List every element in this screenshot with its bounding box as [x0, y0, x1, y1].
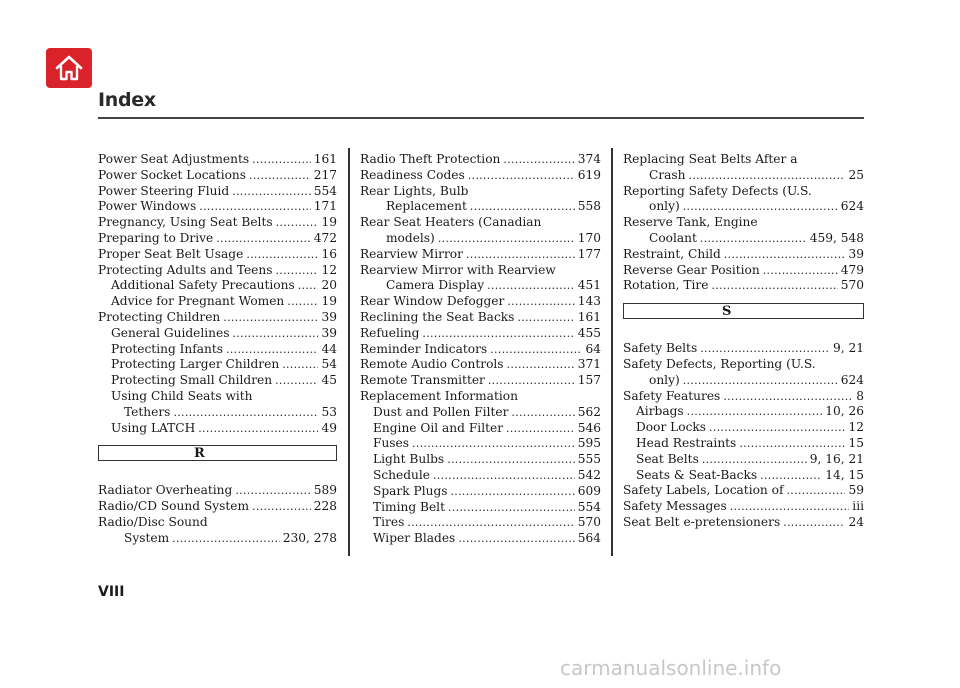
dot-leader	[739, 436, 845, 452]
dot-leader	[724, 247, 846, 263]
entry-page-ref[interactable]: 20	[321, 278, 337, 293]
entry-page-ref[interactable]: 44	[321, 341, 337, 356]
dot-leader	[173, 405, 318, 421]
entry-text: Timing Belt	[373, 499, 445, 514]
entry-page-ref[interactable]: 455	[577, 325, 601, 340]
index-entry[interactable]	[623, 452, 864, 468]
index-entry[interactable]	[98, 326, 337, 342]
dot-leader	[506, 421, 575, 437]
dot-leader	[451, 484, 575, 500]
dot-leader	[702, 452, 807, 468]
index-entry[interactable]	[623, 357, 864, 373]
entry-text: Refueling	[360, 325, 420, 340]
dot-leader	[216, 231, 310, 247]
dot-leader	[172, 531, 280, 547]
entry-text: Safety Messages	[623, 499, 727, 514]
index-entry[interactable]	[98, 184, 337, 200]
index-entry[interactable]	[623, 152, 864, 168]
dot-leader	[470, 199, 575, 215]
dot-leader	[226, 342, 318, 358]
entry-text: Safety Belts	[623, 341, 698, 356]
entry-text: Rear Seat Heaters (Canadian	[360, 215, 542, 230]
index-entry[interactable]	[98, 373, 337, 389]
dot-leader	[422, 326, 574, 342]
index-entry[interactable]	[98, 421, 337, 437]
entry-text: Pregnancy, Using Seat Belts	[98, 215, 273, 230]
entry-page-ref[interactable]: 39	[848, 246, 864, 261]
index-entry[interactable]	[360, 405, 601, 421]
entry-page-ref[interactable]: 161	[313, 152, 337, 166]
entry-text: Head Restraints	[636, 435, 737, 450]
entry-page-ref[interactable]: 542	[577, 467, 601, 482]
entry-page-ref[interactable]: 570	[577, 515, 601, 530]
entry-text: Crash	[649, 167, 686, 182]
index-entry[interactable]	[98, 263, 337, 279]
index-entry[interactable]	[360, 310, 601, 326]
entry-text: Radio Theft Protection	[360, 152, 501, 166]
entry-text: Safety Defects, Reporting (U.S.	[623, 356, 816, 371]
dot-leader	[223, 310, 318, 326]
section-letter-header: R	[98, 445, 337, 461]
dot-leader	[458, 531, 574, 547]
index-entry[interactable]	[360, 231, 601, 247]
dot-leader	[503, 152, 574, 168]
dot-leader	[468, 168, 575, 184]
entry-text: Preparing to Drive	[98, 230, 214, 245]
entry-page-ref[interactable]: 555	[577, 452, 601, 467]
section-letter-header: S	[623, 303, 864, 319]
index-entry[interactable]	[98, 278, 337, 294]
index-entry[interactable]	[360, 168, 601, 184]
title-divider	[98, 117, 864, 119]
index-entry[interactable]	[623, 199, 864, 215]
dot-leader	[412, 436, 575, 452]
entry-page-ref[interactable]: 39	[321, 309, 337, 324]
entry-page-ref[interactable]: 39	[321, 325, 337, 340]
entry-text: Tethers	[124, 404, 171, 419]
index-entry[interactable]	[360, 452, 601, 468]
entry-page-ref[interactable]: 371	[577, 357, 601, 372]
index-entry[interactable]	[360, 247, 601, 263]
entry-page-ref[interactable]: 171	[313, 199, 337, 214]
page-title: Index	[98, 89, 156, 111]
index-entry[interactable]	[360, 294, 601, 310]
index-entry[interactable]	[623, 373, 864, 389]
index-entry[interactable]	[98, 405, 337, 421]
entry-page-ref[interactable]: 161	[577, 309, 601, 324]
entry-text: Reverse Gear Position	[623, 262, 760, 277]
entry-text: Protecting Larger Children	[111, 357, 280, 372]
dot-leader	[198, 421, 318, 437]
entry-text: Rear Lights, Bulb	[360, 183, 469, 198]
index-entry[interactable]	[623, 278, 864, 294]
entry-text: Coolant	[649, 230, 697, 245]
entry-page-ref[interactable]: 570	[840, 278, 864, 293]
entry-page-ref[interactable]: 230, 278	[282, 530, 337, 545]
index-entry[interactable]	[360, 515, 601, 531]
dot-leader	[438, 231, 575, 247]
entry-text: Using LATCH	[111, 420, 196, 435]
entry-text: Reserve Tank, Engine	[623, 215, 758, 230]
entry-page-ref[interactable]: iii	[852, 499, 864, 514]
entry-text: Power Socket Locations	[98, 167, 247, 182]
entry-text: Door Locks	[636, 420, 707, 435]
entry-text: Seats & Seat-Backs	[636, 467, 758, 482]
entry-text: Proper Seat Belt Usage	[98, 246, 244, 261]
dot-leader	[517, 310, 574, 326]
index-entry[interactable]	[98, 152, 337, 168]
index-entry[interactable]	[360, 357, 601, 373]
index-entry[interactable]	[98, 310, 337, 326]
home-button[interactable]	[46, 48, 92, 88]
entry-text: Rear Window Defogger	[360, 294, 505, 309]
index-entry[interactable]	[623, 468, 864, 484]
entry-page-ref[interactable]: 14, 15	[825, 467, 864, 482]
entry-page-ref[interactable]: 609	[577, 483, 601, 498]
index-entry[interactable]	[98, 199, 337, 215]
entry-text: Tires	[373, 515, 405, 530]
entry-page-ref[interactable]: 554	[313, 183, 337, 198]
dot-leader	[507, 357, 575, 373]
entry-text: only)	[649, 199, 680, 214]
dot-leader	[232, 326, 318, 342]
entry-text: Remote Transmitter	[360, 373, 485, 388]
dot-leader	[246, 247, 318, 263]
column-divider	[611, 148, 613, 556]
index-entry[interactable]	[623, 231, 864, 247]
entry-text: Rearview Mirror with Rearview	[360, 262, 556, 277]
entry-text: Protecting Children	[98, 309, 221, 324]
index-entry[interactable]	[623, 247, 864, 263]
entry-page-ref[interactable]: 53	[321, 404, 337, 419]
index-entry[interactable]	[360, 500, 601, 516]
entry-page-ref[interactable]: 59	[848, 483, 864, 498]
index-entry[interactable]	[623, 420, 864, 436]
entry-text: Rotation, Tire	[623, 278, 709, 293]
dot-leader	[709, 420, 845, 436]
entry-page-ref[interactable]: 16	[321, 246, 337, 261]
entry-text: Radio/CD Sound System	[98, 499, 250, 514]
entry-text: Protecting Small Children	[111, 373, 273, 388]
index-column-1	[98, 152, 337, 547]
index-entry[interactable]	[623, 499, 864, 515]
entry-text: Replacing Seat Belts After a	[623, 152, 798, 166]
dot-leader	[683, 373, 838, 389]
entry-text: Power Steering Fluid	[98, 183, 230, 198]
entry-page-ref[interactable]: 479	[840, 262, 864, 277]
entry-page-ref[interactable]: 170	[577, 230, 601, 245]
index-entry[interactable]	[360, 484, 601, 500]
entry-text: Protecting Adults and Teens	[98, 262, 273, 277]
dot-leader	[511, 405, 574, 421]
entry-text: Airbags	[636, 404, 684, 419]
entry-page-ref[interactable]: 228	[313, 499, 337, 514]
entry-page-ref[interactable]: 45	[321, 373, 337, 388]
entry-text: Reminder Indicators	[360, 341, 488, 356]
index-entry[interactable]	[98, 294, 337, 310]
index-entry[interactable]	[98, 247, 337, 263]
index-entry[interactable]	[360, 468, 601, 484]
dot-leader	[687, 404, 823, 420]
entry-page-ref[interactable]: 9, 16, 21	[809, 451, 864, 466]
entry-text: Replacement Information	[360, 388, 518, 403]
entry-page-ref[interactable]: 64	[585, 341, 601, 356]
entry-page-ref[interactable]: 624	[840, 372, 864, 387]
entry-text: Restraint, Child	[623, 246, 721, 261]
index-entry[interactable]	[98, 389, 337, 405]
entry-page-ref[interactable]: 217	[313, 167, 337, 182]
index-entry[interactable]	[98, 168, 337, 184]
column-divider	[348, 148, 350, 556]
index-entry[interactable]	[360, 436, 601, 452]
entry-text: Engine Oil and Filter	[373, 420, 504, 435]
entry-text: Rearview Mirror	[360, 246, 463, 261]
entry-page-ref[interactable]: 624	[840, 199, 864, 214]
entry-text: Dust and Pollen Filter	[373, 404, 509, 419]
dot-leader	[232, 184, 311, 200]
entry-page-ref[interactable]: 562	[577, 404, 601, 419]
index-entry[interactable]	[623, 263, 864, 279]
index-entry[interactable]	[98, 215, 337, 231]
dot-leader	[407, 515, 574, 531]
entry-page-ref[interactable]: 589	[313, 483, 337, 498]
index-entry[interactable]	[360, 263, 601, 279]
dot-leader	[490, 342, 582, 358]
dot-leader	[448, 500, 575, 516]
entry-text: Power Windows	[98, 199, 197, 214]
entry-text: only)	[649, 372, 680, 387]
entry-page-ref[interactable]: 143	[577, 294, 601, 309]
dot-leader	[730, 499, 850, 515]
dot-leader	[723, 389, 853, 405]
dot-leader	[276, 263, 319, 279]
index-column-2	[360, 152, 601, 547]
entry-text: Advice for Pregnant Women	[111, 294, 285, 309]
entry-page-ref[interactable]: 472	[313, 230, 337, 245]
index-entry[interactable]	[360, 199, 601, 215]
entry-text: Remote Audio Controls	[360, 357, 504, 372]
entry-page-ref[interactable]: 177	[577, 246, 601, 261]
page-number: VIII	[98, 584, 125, 600]
dot-leader	[249, 168, 311, 184]
index-entry[interactable]	[623, 168, 864, 184]
entry-text: Seat Belts	[636, 451, 699, 466]
dot-leader	[787, 483, 846, 499]
entry-text: Schedule	[373, 467, 430, 482]
index-entry[interactable]	[98, 531, 337, 547]
entry-text: Wiper Blades	[373, 531, 456, 546]
index-entry[interactable]	[98, 515, 337, 531]
entry-page-ref[interactable]: 157	[577, 373, 601, 388]
dot-leader	[711, 278, 837, 294]
entry-text: System	[124, 530, 170, 545]
entry-page-ref[interactable]: 558	[577, 199, 601, 214]
home-icon	[54, 54, 84, 82]
entry-text: Readiness Codes	[360, 167, 465, 182]
entry-text: Radio/Disc Sound	[98, 514, 208, 529]
dot-leader	[252, 152, 311, 168]
entry-text: Spark Plugs	[373, 483, 448, 498]
entry-text: Using Child Seats with	[111, 388, 253, 403]
entry-text: Replacement	[386, 199, 467, 214]
entry-text: Light Bulbs	[373, 452, 445, 467]
entry-text: Seat Belt e-pretensioners	[623, 514, 781, 529]
entry-text: Reclining the Seat Backs	[360, 309, 515, 324]
entry-page-ref[interactable]: 546	[577, 420, 601, 435]
dot-leader	[760, 468, 822, 484]
dot-leader	[433, 468, 575, 484]
index-column-3	[623, 152, 864, 531]
entry-page-ref[interactable]: 10, 26	[825, 404, 864, 419]
dot-leader	[487, 278, 575, 294]
dot-leader	[447, 452, 575, 468]
dot-leader	[689, 168, 846, 184]
entry-text: models)	[386, 230, 435, 245]
dot-leader	[252, 499, 311, 515]
dot-leader	[282, 357, 318, 373]
entry-page-ref[interactable]: 19	[321, 294, 337, 309]
index-entry[interactable]	[98, 483, 337, 499]
index-entry[interactable]	[360, 421, 601, 437]
dot-leader	[507, 294, 574, 310]
dot-leader	[700, 231, 807, 247]
watermark: carmanualsonline.info	[560, 656, 782, 680]
dot-leader	[287, 294, 318, 310]
entry-page-ref[interactable]: 24	[848, 514, 864, 529]
entry-page-ref[interactable]: 9, 21	[832, 341, 864, 356]
entry-text: Fuses	[373, 436, 410, 451]
index-entry[interactable]	[623, 184, 864, 200]
dot-leader	[235, 483, 310, 499]
index-entry[interactable]	[360, 342, 601, 358]
index-entry[interactable]	[360, 152, 601, 168]
dot-leader	[700, 341, 830, 357]
dot-leader	[275, 373, 318, 389]
index-entry[interactable]	[360, 326, 601, 342]
dot-leader	[763, 263, 838, 279]
index-entry[interactable]	[98, 499, 337, 515]
entry-page-ref[interactable]: 25	[848, 167, 864, 182]
index-entry[interactable]	[623, 389, 864, 405]
entry-text: Power Seat Adjustments	[98, 152, 250, 166]
entry-page-ref[interactable]: 595	[577, 436, 601, 451]
entry-page-ref[interactable]: 12	[848, 420, 864, 435]
entry-page-ref[interactable]: 459, 548	[809, 230, 864, 245]
dot-leader	[276, 215, 319, 231]
entry-text: General Guidelines	[111, 325, 230, 340]
dot-leader	[298, 278, 319, 294]
entry-page-ref[interactable]: 619	[577, 167, 601, 182]
entry-text: Reporting Safety Defects (U.S.	[623, 183, 812, 198]
entry-page-ref[interactable]: 54	[321, 357, 337, 372]
entry-page-ref[interactable]: 451	[577, 278, 601, 293]
dot-leader	[488, 373, 575, 389]
entry-text: Safety Features	[623, 388, 721, 403]
entry-page-ref[interactable]: 564	[577, 531, 601, 546]
entry-page-ref[interactable]: 374	[577, 152, 601, 166]
index-entry[interactable]	[623, 436, 864, 452]
index-entry[interactable]	[360, 389, 601, 405]
index-entry[interactable]	[360, 184, 601, 200]
index-entry[interactable]	[360, 531, 601, 547]
index-entry[interactable]	[98, 357, 337, 373]
index-entry[interactable]	[98, 342, 337, 358]
index-entry[interactable]	[623, 515, 864, 531]
dot-leader	[683, 199, 838, 215]
entry-page-ref[interactable]: 15	[848, 435, 864, 450]
index-entry[interactable]	[360, 215, 601, 231]
index-entry[interactable]	[360, 373, 601, 389]
index-entry[interactable]	[360, 278, 601, 294]
dot-leader	[199, 199, 310, 215]
entry-text: Radiator Overheating	[98, 483, 233, 498]
index-entry[interactable]	[623, 404, 864, 420]
entry-text: Additional Safety Precautions	[111, 278, 295, 293]
index-entry[interactable]	[623, 483, 864, 499]
dot-leader	[466, 247, 575, 263]
entry-page-ref[interactable]: 49	[321, 420, 337, 435]
entry-text: Safety Labels, Location of	[623, 483, 784, 498]
entry-page-ref[interactable]: 12	[321, 262, 337, 277]
entry-text: Camera Display	[386, 278, 485, 293]
index-entry[interactable]	[623, 215, 864, 231]
index-entry[interactable]	[623, 341, 864, 357]
entry-page-ref[interactable]: 19	[321, 215, 337, 230]
dot-leader	[783, 515, 845, 531]
entry-page-ref[interactable]: 554	[577, 499, 601, 514]
entry-page-ref[interactable]: 8	[856, 388, 864, 403]
index-entry[interactable]	[98, 231, 337, 247]
entry-text: Protecting Infants	[111, 341, 224, 356]
